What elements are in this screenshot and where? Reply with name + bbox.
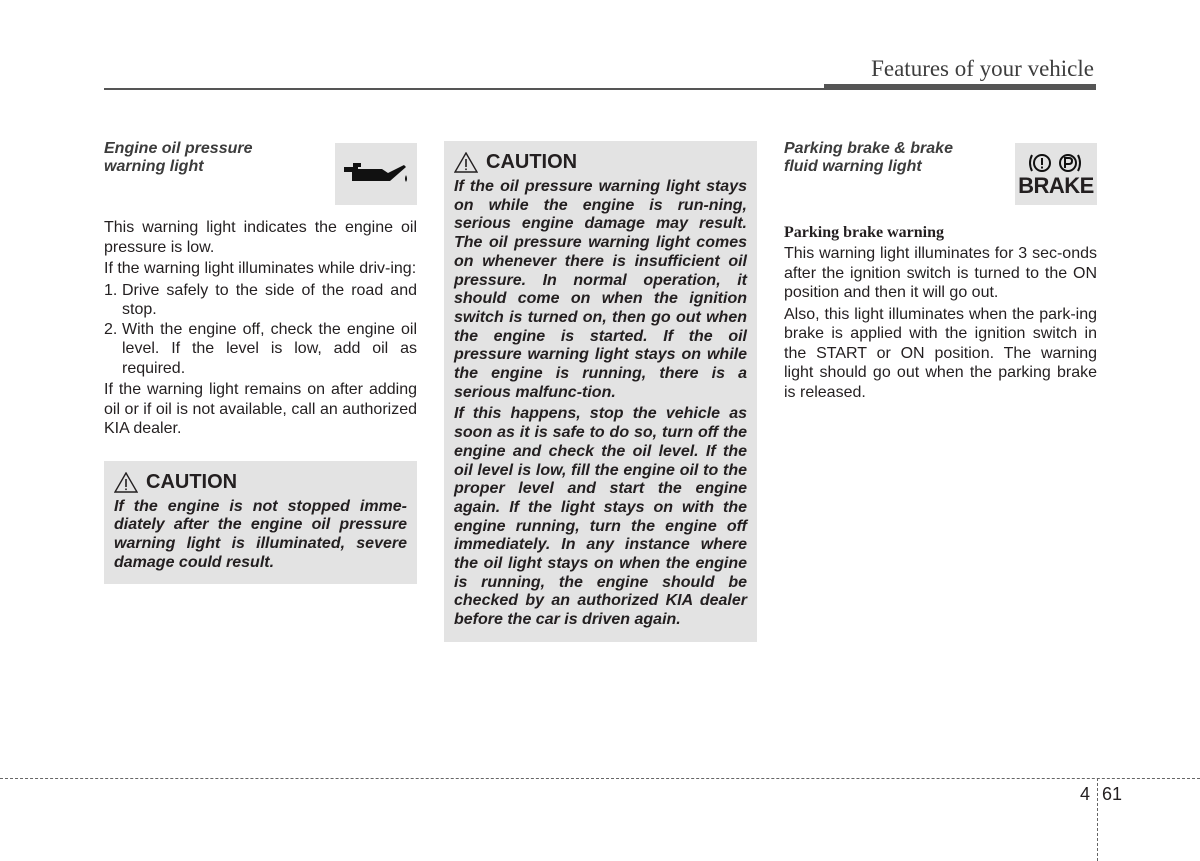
oil-pressure-icon-box bbox=[335, 143, 417, 205]
oil-steps-list bbox=[104, 281, 417, 379]
page-header-title: Features of your vehicle bbox=[871, 56, 1094, 81]
warning-triangle-icon bbox=[454, 152, 478, 173]
parking-brake-text-1: This warning light illuminates for 3 sec-onds after the ignition switch is turned to the ON position and then it will go out. bbox=[784, 245, 1097, 301]
caution-text-2: If this happens, stop the vehicle as soon as it is safe to do so, turn off the engine and check the oil level. If the oil level is low, fill the engine oil to the proper level and start the engine again. If the light stays on with the engine running, turn the engine off immediately. In any instance where the oil light stays on when the engine is running, the engine should be checked by an authorized KIA dealer before the car is driven again. bbox=[454, 405, 747, 629]
warning-triangle-icon bbox=[114, 472, 138, 493]
caution-box-oil-pressure bbox=[444, 141, 757, 642]
header-rule bbox=[104, 88, 824, 90]
oil-warning-remains: If the warning light remains on after adding oil or if oil is not available, call an authorized KIA dealer. bbox=[104, 381, 417, 437]
column-parking-brake bbox=[784, 138, 1097, 404]
column-oil-pressure bbox=[104, 138, 417, 584]
section-title-oil-pressure: Engine oil pressure warning light bbox=[104, 140, 253, 175]
caution-box-oil bbox=[104, 461, 417, 585]
caution-text-1: If the oil pressure warning light stays on while the engine is run-ning, serious engine damage may result. The oil pressure warning light comes on whenever there is insufficient oil pressure. In normal operation, it should come on when the ignition switch is turned on, then go out when the engine is started. If the oil pressure warning light stays on while the engine is running, there is a serious malfunc-tion. bbox=[454, 178, 747, 401]
parking-brake-text-2: Also, this light illuminates when the park-ing brake is applied with the ignition switch in the START or ON position. The warning light should go out when the parking brake is released. bbox=[784, 305, 1097, 401]
section-title-parking-brake: Parking brake & brake fluid warning light bbox=[784, 140, 953, 175]
oil-warning-if: If the warning light illuminates while driv-ing: bbox=[104, 260, 417, 277]
caution-text: If the engine is not stopped imme-diately after the engine oil pressure warning light is illuminated, severe damage could result. bbox=[114, 497, 407, 571]
chapter-number: 4 bbox=[1080, 784, 1091, 804]
oil-warning-intro: This warning light indicates the engine oil pressure is low. bbox=[104, 219, 417, 256]
footer-rule bbox=[0, 778, 1200, 779]
caution-label: CAUTION bbox=[146, 470, 238, 493]
header-rule-accent bbox=[824, 84, 1096, 90]
brake-warning-icon bbox=[1024, 151, 1088, 175]
list-item: 2. With the engine off, check the engine oil level. If the level is low, add oil as required. bbox=[104, 320, 417, 377]
column-oil-caution bbox=[444, 141, 757, 642]
footer-divider bbox=[1097, 778, 1098, 861]
oil-can-icon bbox=[340, 157, 412, 191]
brake-icon-label: BRAKE bbox=[1018, 173, 1094, 198]
brake-icon-box bbox=[1015, 143, 1097, 205]
subheading-parking-brake: Parking brake warning bbox=[784, 224, 945, 241]
page-number: 61 bbox=[1102, 784, 1123, 804]
list-item: 1. Drive safely to the side of the road and stop. bbox=[104, 281, 417, 318]
caution-label: CAUTION bbox=[486, 151, 578, 173]
